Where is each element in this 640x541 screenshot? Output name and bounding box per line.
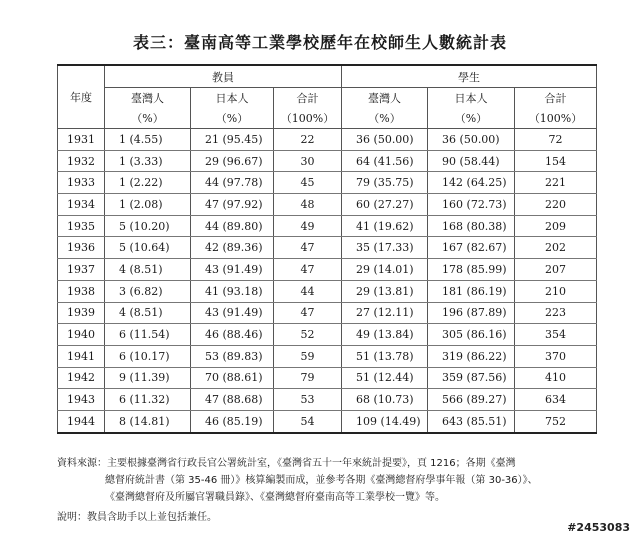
student-japanese-cell: 181 (86.19) (428, 280, 515, 302)
student-total-cell: 72 (515, 129, 597, 151)
year-header: 年度 (58, 65, 105, 129)
student-total-cell: 210 (515, 280, 597, 302)
student-taiwanese-cell: 79 (35.75) (342, 172, 428, 194)
student-taiwanese-header: 臺灣人 (342, 88, 428, 109)
table-row (58, 150, 597, 172)
teacher-japanese-cell: 46 (85.19) (191, 410, 274, 432)
student-taiwanese-cell: 64 (41.56) (342, 150, 428, 172)
student-total-cell: 752 (515, 410, 597, 432)
students-group-header: 學生 (342, 65, 597, 88)
teacher-japanese-cell: 29 (96.67) (191, 150, 274, 172)
teacher-japanese-cell: 21 (95.45) (191, 129, 274, 151)
header-row-units (58, 108, 597, 129)
teacher-total-cell: 54 (274, 410, 342, 432)
teacher-taiwanese-cell: 6 (11.32) (105, 389, 191, 411)
student-total-cell: 207 (515, 259, 597, 281)
teacher-japanese-cell: 44 (89.80) (191, 215, 274, 237)
teacher-japanese-cell: 43 (91.49) (191, 259, 274, 281)
table-row (58, 280, 597, 302)
teacher-taiwanese-cell: 5 (10.20) (105, 215, 191, 237)
student-japanese-cell: 196 (87.89) (428, 302, 515, 324)
header-row-groups (58, 65, 597, 88)
teacher-total-cell: 53 (274, 389, 342, 411)
year-cell: 1941 (58, 345, 105, 367)
student-japanese-cell: 36 (50.00) (428, 129, 515, 151)
student-total-cell: 634 (515, 389, 597, 411)
student-taiwanese-cell: 68 (10.73) (342, 389, 428, 411)
student-japanese-cell: 142 (64.25) (428, 172, 515, 194)
teacher-total-cell: 48 (274, 194, 342, 216)
teacher-japanese-cell: 46 (88.46) (191, 324, 274, 346)
teacher-taiwanese-unit: （%） (105, 108, 191, 129)
table-row (58, 389, 597, 411)
teacher-taiwanese-cell: 5 (10.64) (105, 237, 191, 259)
image-id-badge: #2453083 (564, 520, 633, 535)
student-total-cell: 221 (515, 172, 597, 194)
teacher-japanese-cell: 53 (89.83) (191, 345, 274, 367)
year-cell: 1938 (58, 280, 105, 302)
student-japanese-cell: 90 (58.44) (428, 150, 515, 172)
teacher-total-cell: 30 (274, 150, 342, 172)
year-cell: 1942 (58, 367, 105, 389)
teacher-taiwanese-cell: 8 (14.81) (105, 410, 191, 432)
year-cell: 1936 (58, 237, 105, 259)
table-row (58, 194, 597, 216)
statistics-table (57, 64, 597, 434)
source-note-line-1: 資料來源：主要根據臺灣省行政長官公署統計室，《臺灣省五十一年來統計提要》，頁 1216；各期《臺灣 (57, 458, 516, 469)
student-japanese-cell: 566 (89.27) (428, 389, 515, 411)
student-total-cell: 154 (515, 150, 597, 172)
year-cell: 1943 (58, 389, 105, 411)
teacher-total-cell: 47 (274, 302, 342, 324)
student-total-cell: 370 (515, 345, 597, 367)
teacher-japanese-cell: 44 (97.78) (191, 172, 274, 194)
teacher-total-cell: 47 (274, 259, 342, 281)
teacher-taiwanese-cell: 9 (11.39) (105, 367, 191, 389)
year-cell: 1940 (58, 324, 105, 346)
student-taiwanese-cell: 51 (12.44) (342, 367, 428, 389)
teacher-total-cell: 49 (274, 215, 342, 237)
teacher-japanese-cell: 47 (88.68) (191, 389, 274, 411)
student-japanese-unit: （%） (428, 108, 515, 129)
teacher-japanese-header: 日本人 (191, 88, 274, 109)
teacher-total-cell: 52 (274, 324, 342, 346)
student-taiwanese-cell: 29 (14.01) (342, 259, 428, 281)
teacher-total-cell: 79 (274, 367, 342, 389)
student-total-cell: 202 (515, 237, 597, 259)
student-japanese-header: 日本人 (428, 88, 515, 109)
student-total-unit: （100%） (515, 108, 597, 129)
student-total-header: 合計 (515, 88, 597, 109)
table-row (58, 172, 597, 194)
teacher-taiwanese-header: 臺灣人 (105, 88, 191, 109)
teacher-total-header: 合計 (274, 88, 342, 109)
teachers-group-header: 教員 (105, 65, 342, 88)
teacher-japanese-cell: 47 (97.92) (191, 194, 274, 216)
teacher-taiwanese-cell: 1 (2.08) (105, 194, 191, 216)
student-total-cell: 354 (515, 324, 597, 346)
student-total-cell: 410 (515, 367, 597, 389)
source-note-line-2: 總督府統計書（第 35-46 冊）》核算編製而成，並參考各期《臺灣總督府學事年報（第 30-36）》、 (105, 475, 538, 486)
table-row (58, 215, 597, 237)
source-note-line-3: 《臺灣總督府及所屬官署職員錄》、《臺灣總督府臺南高等工業學校一覽》等。 (105, 492, 445, 503)
teacher-japanese-cell: 42 (89.36) (191, 237, 274, 259)
teacher-taiwanese-cell: 6 (11.54) (105, 324, 191, 346)
student-japanese-cell: 160 (72.73) (428, 194, 515, 216)
header-row-columns (58, 88, 597, 109)
student-japanese-cell: 359 (87.56) (428, 367, 515, 389)
footnotes (57, 455, 607, 526)
teacher-total-cell: 44 (274, 280, 342, 302)
year-cell: 1931 (58, 129, 105, 151)
table-row (58, 259, 597, 281)
student-japanese-cell: 178 (85.99) (428, 259, 515, 281)
table-row (58, 129, 597, 151)
teacher-japanese-unit: （%） (191, 108, 274, 129)
teacher-taiwanese-cell: 4 (8.51) (105, 259, 191, 281)
teacher-taiwanese-cell: 1 (4.55) (105, 129, 191, 151)
teacher-total-cell: 59 (274, 345, 342, 367)
year-cell: 1937 (58, 259, 105, 281)
teacher-total-cell: 22 (274, 129, 342, 151)
table-row (58, 324, 597, 346)
student-taiwanese-cell: 60 (27.27) (342, 194, 428, 216)
student-total-cell: 223 (515, 302, 597, 324)
student-taiwanese-cell: 41 (19.62) (342, 215, 428, 237)
student-taiwanese-cell: 109 (14.49) (342, 410, 428, 432)
teacher-taiwanese-cell: 1 (2.22) (105, 172, 191, 194)
year-cell: 1935 (58, 215, 105, 237)
student-taiwanese-unit: （%） (342, 108, 428, 129)
teacher-total-unit: （100%） (274, 108, 342, 129)
teacher-taiwanese-cell: 6 (10.17) (105, 345, 191, 367)
student-taiwanese-cell: 51 (13.78) (342, 345, 428, 367)
year-cell: 1939 (58, 302, 105, 324)
teacher-japanese-cell: 70 (88.61) (191, 367, 274, 389)
table-row (58, 345, 597, 367)
student-japanese-cell: 167 (82.67) (428, 237, 515, 259)
teacher-taiwanese-cell: 1 (3.33) (105, 150, 191, 172)
year-cell: 1944 (58, 410, 105, 432)
remark-note: 說明：教員含助手以上並包括兼任。 (57, 512, 217, 523)
student-japanese-cell: 305 (86.16) (428, 324, 515, 346)
teacher-japanese-cell: 43 (91.49) (191, 302, 274, 324)
student-taiwanese-cell: 29 (13.81) (342, 280, 428, 302)
year-cell: 1934 (58, 194, 105, 216)
teacher-taiwanese-cell: 3 (6.82) (105, 280, 191, 302)
teacher-taiwanese-cell: 4 (8.51) (105, 302, 191, 324)
student-japanese-cell: 168 (80.38) (428, 215, 515, 237)
table-row (58, 302, 597, 324)
table-row (58, 367, 597, 389)
student-taiwanese-cell: 49 (13.84) (342, 324, 428, 346)
table-title: 表三：臺南高等工業學校歷年在校師生人數統計表 (132, 33, 507, 52)
teacher-japanese-cell: 41 (93.18) (191, 280, 274, 302)
student-total-cell: 209 (515, 215, 597, 237)
teacher-total-cell: 47 (274, 237, 342, 259)
student-japanese-cell: 319 (86.22) (428, 345, 515, 367)
year-cell: 1933 (58, 172, 105, 194)
teacher-total-cell: 45 (274, 172, 342, 194)
student-taiwanese-cell: 35 (17.33) (342, 237, 428, 259)
table-row (58, 410, 597, 432)
year-cell: 1932 (58, 150, 105, 172)
student-total-cell: 220 (515, 194, 597, 216)
table-row (58, 237, 597, 259)
student-taiwanese-cell: 27 (12.11) (342, 302, 428, 324)
student-japanese-cell: 643 (85.51) (428, 410, 515, 432)
student-taiwanese-cell: 36 (50.00) (342, 129, 428, 151)
